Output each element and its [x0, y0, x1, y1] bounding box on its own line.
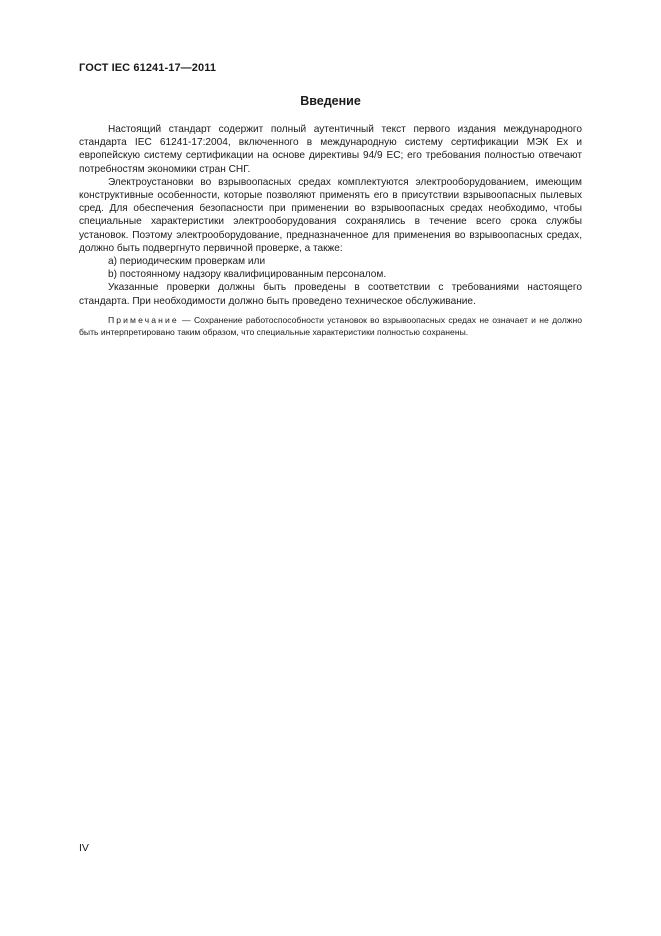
paragraph-inspections: Указанные проверки должны быть проведены в соответствии с требованиями настоящего стандарта. При необходимости должно быть проведено техническое обслуживание. [79, 282, 582, 307]
document-code-header: ГОСТ IEC 61241-17—2011 [79, 62, 217, 74]
list-item-b: b) постоянному надзору квалифицированным персоналом. [108, 269, 387, 281]
note-block [79, 314, 582, 338]
page-number: IV [79, 842, 89, 854]
list-item-a: a) периодическим проверкам или [108, 256, 266, 268]
note-label: Примечание [108, 314, 179, 325]
note-text: — Сохранение работоспособности установок во взрывоопасных средах не означает и не должно быть интерпретировано таким образом, что специальные характеристики полностью сохранены. [79, 314, 582, 338]
section-title: Введение [300, 94, 361, 108]
paragraph-requirements: Электроустановки во взрывоопасных средах комплектуются электрооборудованием, имеющим конструктивные особенности, которые позволяют применять его в присутствии взрывоопасных пылевых сред. Для обеспечения безопасности при применении во взрывоопасных средах необходимо, чтобы специальные характеристики электрооборудования сохранялись в течение всего срока службы установок. Поэтому электрооборудование, предназначенное для применения во взрывоопасных средах, должно быть подвергнуто первичной проверке, а также: [79, 176, 582, 254]
paragraph-scope: Настоящий стандарт содержит полный аутентичный текст первого издания международного стандарта IEC 61241-17:2004, включенного в международную систему сертификации МЭК Ex и европейскую систему сертификации на основе директивы 94/9 ЕС; его требования полностью отвечают потребностям экономики стран СНГ. [79, 124, 582, 175]
document-body [79, 123, 582, 338]
